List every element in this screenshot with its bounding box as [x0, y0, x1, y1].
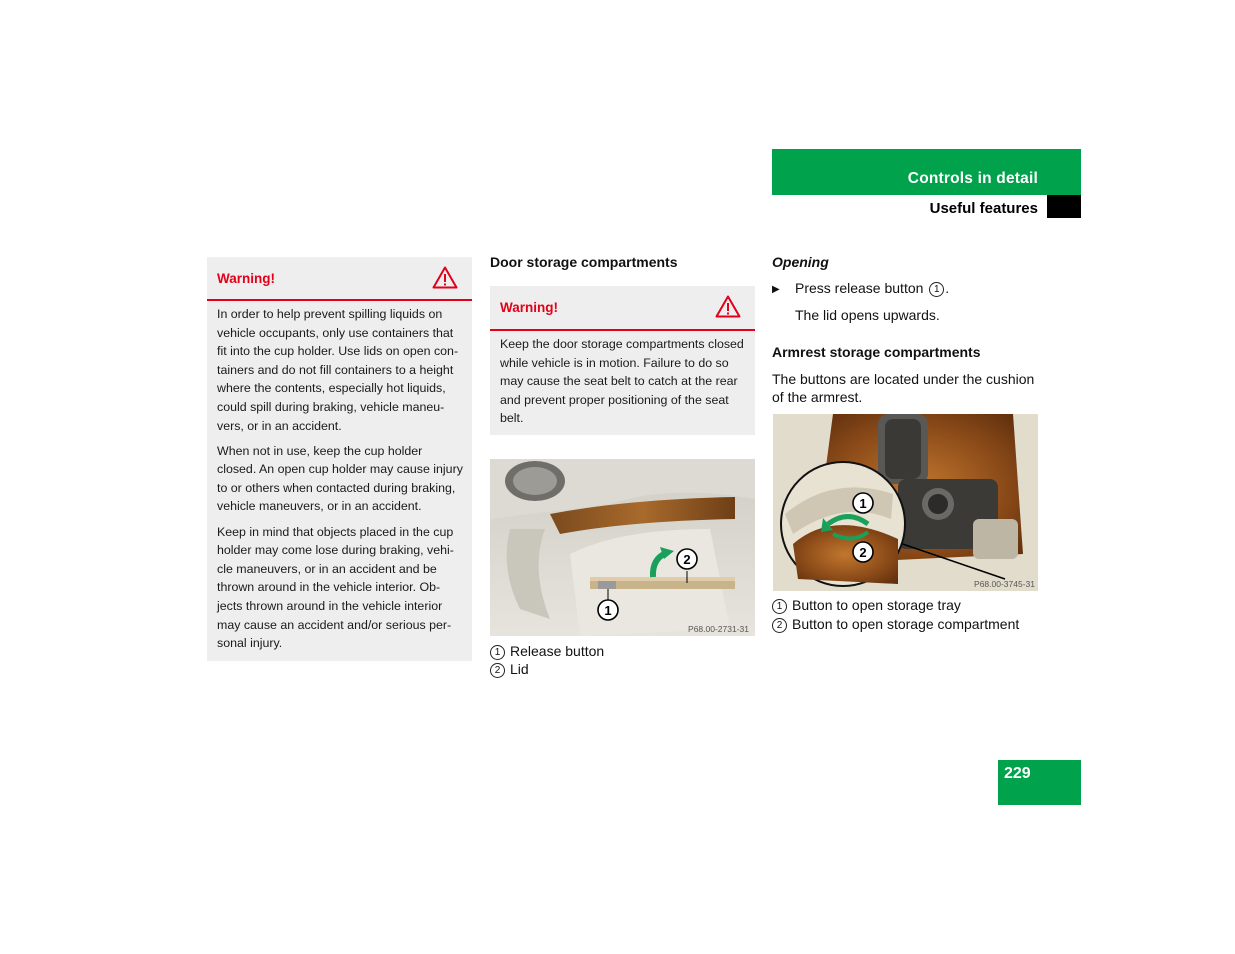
warning-body	[217, 305, 464, 659]
warning-triangle-icon	[432, 266, 458, 294]
callout-number: 1	[490, 645, 505, 660]
armrest-text: The buttons are located under the cushion of the armrest.	[772, 371, 1035, 405]
warning-paragraph: Keep in mind that objects placed in the cup holder may come lose during braking, vehi-cle maneuvers, or in an accident and be thrown around in the vehicle interior. Ob-jects thrown around in the vehicle interior may cause an accident and/or serious per-sonal injury.	[217, 524, 454, 651]
warning-label: Warning!	[217, 271, 275, 286]
armrest-callout-list	[772, 596, 1019, 633]
callout-label: Button to open storage tray	[792, 597, 961, 613]
photo-code: P68.00-2731-31	[688, 624, 749, 634]
subsection-title: Useful features	[929, 200, 1038, 217]
callout-item	[772, 615, 1019, 633]
warning-header	[490, 286, 755, 331]
bullet-arrow-icon: ▶	[772, 284, 780, 295]
callout-number: 1	[929, 282, 944, 297]
callout-number: 2	[772, 618, 787, 633]
svg-text:1: 1	[859, 496, 867, 511]
warning-paragraph: When not in use, keep the cup holder closed. An open cup holder may cause injury to or others when contacted during braking, vehicle maneuvers, or in an accident.	[217, 443, 463, 514]
svg-text:2: 2	[683, 552, 691, 567]
door-callout-list	[490, 642, 604, 678]
header-marker	[1047, 195, 1081, 218]
photo-code: P68.00-3745-31	[974, 579, 1035, 589]
armrest-heading: Armrest storage compartments	[772, 344, 981, 360]
section-title: Controls in detail	[907, 170, 1038, 187]
step-result: The lid opens upwards.	[795, 307, 940, 323]
instruction-step	[772, 279, 1042, 299]
callout-label: Release button	[510, 643, 605, 659]
callout-label: Lid	[510, 661, 529, 677]
door-storage-warning-box	[490, 286, 755, 435]
armrest-photo	[773, 414, 1038, 591]
warning-label: Warning!	[500, 300, 558, 315]
step-text: Press release button 1 .	[795, 280, 950, 296]
callout-label: Button to open storage compartment	[792, 616, 1020, 632]
callout-item	[772, 596, 1019, 614]
svg-text:2: 2	[859, 545, 867, 560]
callout-number: 2	[490, 663, 505, 678]
callout-item	[490, 642, 604, 660]
opening-heading: Opening	[772, 254, 829, 270]
warning-triangle-icon	[715, 295, 741, 323]
warning-paragraph: In order to help prevent spilling liquids on vehicle occupants, only use containers that fit into the cup holder. Use lids on open con-tainers and do not fill containers to a height where the contents, especially hot liquids, could spill during braking, vehicle maneu-vers, or in an accident.	[217, 307, 459, 433]
warning-body: Keep the door storage compartments closed while vehicle is in motion. Failure to do so may cause the seat belt to catch at the rear and prevent proper positioning of the seat belt.	[500, 337, 744, 426]
door-storage-photo	[490, 459, 755, 636]
warning-header	[207, 257, 472, 301]
cup-holder-warning-box	[207, 257, 472, 661]
door-storage-heading: Door storage compartments	[490, 254, 678, 270]
page-number: 229	[1004, 765, 1031, 782]
callout-item	[490, 660, 604, 678]
step-label: Press release button	[795, 280, 924, 296]
callout-number: 1	[772, 599, 787, 614]
svg-text:1: 1	[604, 603, 612, 618]
